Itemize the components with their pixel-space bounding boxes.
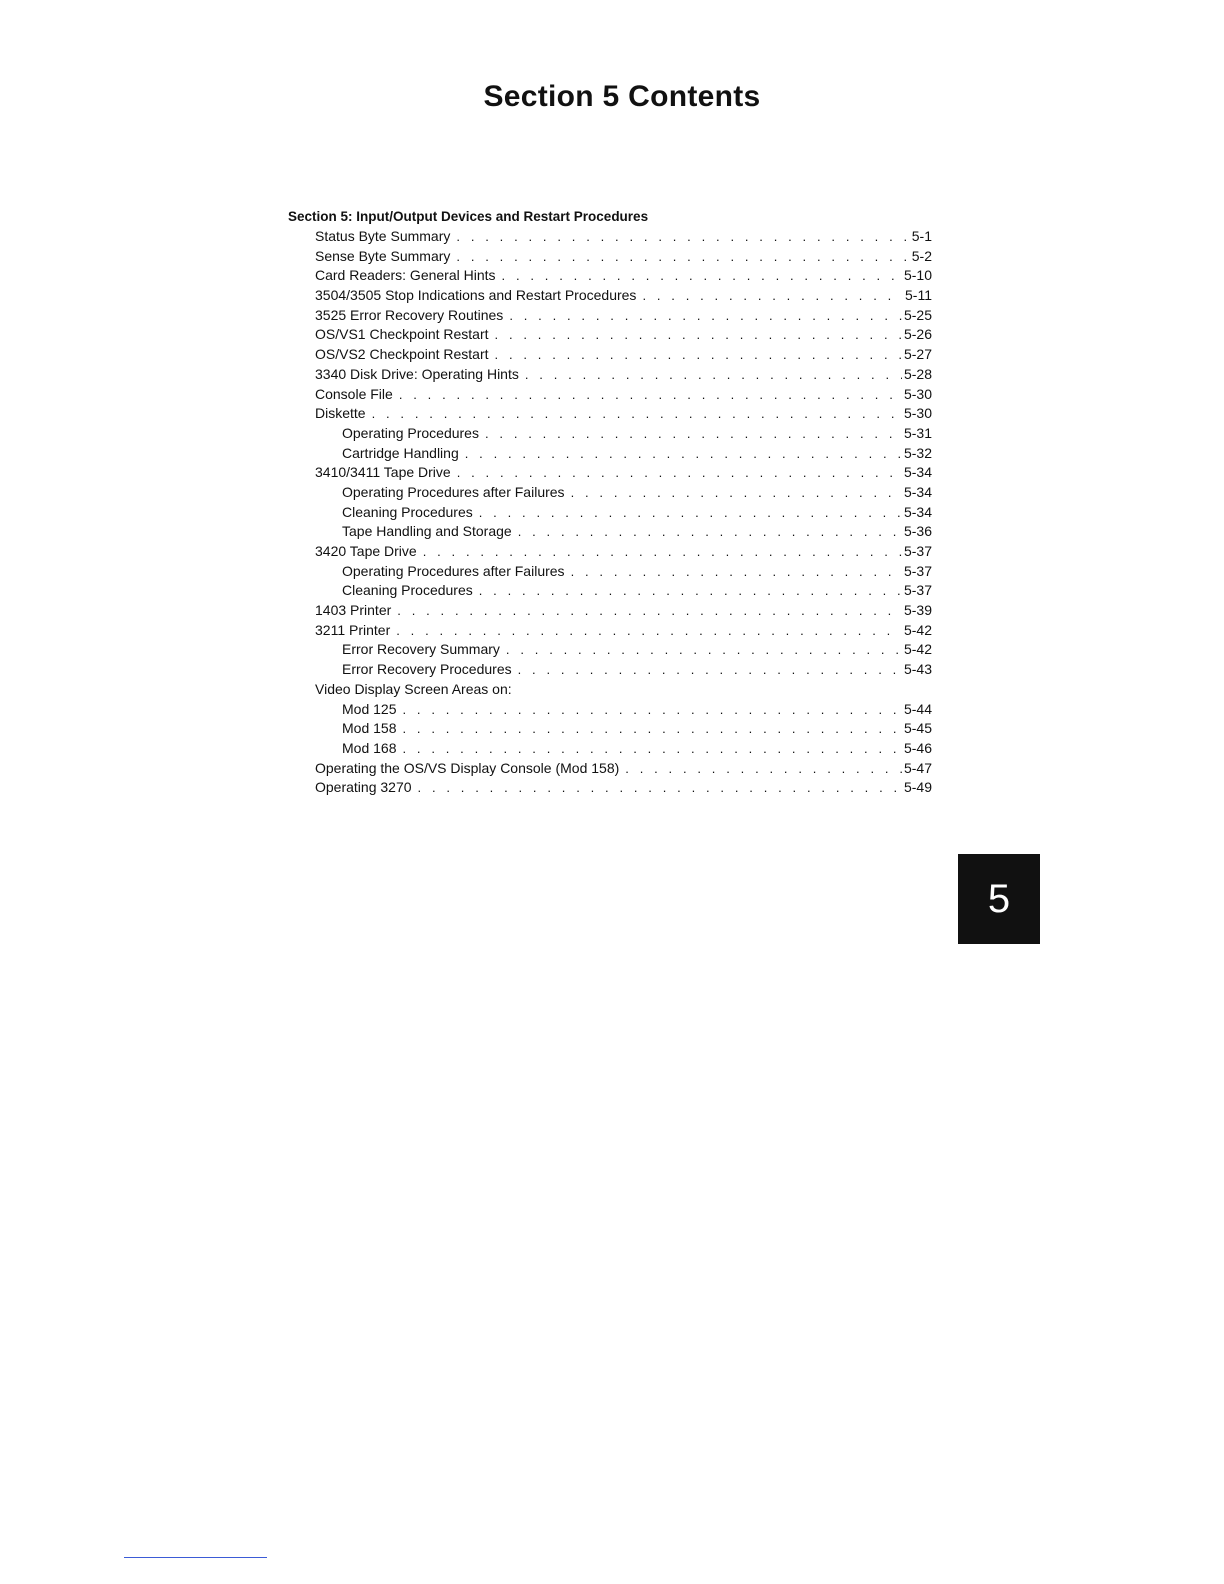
toc-entry-leader-dots — [418, 778, 902, 798]
toc-entry-page-number: 5-1 — [911, 228, 932, 244]
toc-entry-label: Video Display Screen Areas on: — [315, 680, 512, 697]
toc-entry-label: 3340 Disk Drive: Operating Hints — [315, 365, 519, 382]
toc-entry-page-number: 5-39 — [903, 602, 932, 619]
toc-entry[interactable] — [288, 562, 932, 582]
toc-entry[interactable] — [288, 306, 932, 326]
toc-entry-page-number: 5-45 — [903, 720, 932, 737]
toc-entry-leader-dots — [495, 325, 902, 345]
toc-entry-label: 1403 Printer — [315, 602, 392, 619]
toc-entry[interactable] — [288, 640, 932, 660]
toc-entry-label: Operating Procedures after Failures — [342, 483, 565, 500]
toc-entry[interactable] — [288, 266, 932, 286]
toc-entry-page-number: 5-11 — [905, 287, 932, 304]
toc-entry-page-number: 5-42 — [903, 621, 932, 638]
toc-entry-page-number: 5-34 — [903, 503, 932, 520]
toc-entry-label: OS/VS1 Checkpoint Restart — [315, 326, 489, 343]
toc-entry-label: OS/VS2 Checkpoint Restart — [315, 346, 489, 363]
toc-entry-leader-dots — [642, 286, 903, 306]
toc-entry-label: Status Byte Summary — [315, 228, 451, 244]
toc-entry[interactable] — [288, 404, 932, 424]
toc-entry-label: 3525 Error Recovery Routines — [315, 306, 504, 323]
toc-entry[interactable] — [288, 227, 932, 247]
toc-entry-page-number: 5-31 — [903, 424, 932, 441]
toc-entry-label: Error Recovery Summary — [342, 641, 500, 658]
toc-entry-page-number: 5-2 — [911, 247, 932, 264]
toc-entry-page-number: 5-47 — [903, 759, 932, 776]
toc-entry[interactable] — [288, 739, 932, 759]
page-title: Section 5 Contents — [483, 80, 761, 113]
toc-entry-page-number: 5-37 — [903, 543, 932, 559]
toc-entry-label: Operating Procedures after Failures — [342, 562, 565, 579]
toc-entry-leader-dots — [485, 424, 902, 444]
toc-entry-page-number: 5-36 — [903, 523, 932, 540]
toc-entry[interactable] — [288, 463, 932, 483]
toc-entry-page-number: 5-26 — [903, 326, 932, 343]
toc-entry-page-number: 5-43 — [903, 661, 932, 678]
toc-entry-leader-dots — [457, 463, 902, 483]
toc-entry-leader-dots — [625, 759, 902, 779]
toc-entry[interactable] — [288, 345, 932, 365]
toc-entry-leader-dots — [502, 266, 902, 286]
footer-rule — [124, 1557, 267, 1558]
toc-entry[interactable] — [288, 444, 932, 464]
toc-entry-leader-dots — [399, 385, 902, 405]
toc-entry-label: Mod 158 — [342, 720, 397, 737]
section-tab-number: 5 — [987, 877, 1011, 921]
toc-entry-leader-dots — [402, 719, 901, 739]
toc-entry-label: 3410/3411 Tape Drive — [315, 464, 451, 481]
toc-entry-leader-dots — [456, 227, 909, 247]
toc-section-heading: Section 5: Input/Output Devices and Restart Procedures — [288, 209, 649, 224]
toc-entry[interactable] — [288, 385, 932, 405]
toc-entry-leader-dots — [495, 345, 902, 365]
toc-entry-page-number: 5-34 — [903, 464, 932, 481]
toc-entry-page-number: 5-30 — [903, 385, 932, 402]
toc-entry[interactable] — [288, 778, 932, 798]
toc-entry-label: Tape Handling and Storage — [342, 523, 512, 540]
toc-entry-leader-dots — [423, 542, 902, 562]
toc-entry-leader-dots — [479, 503, 902, 523]
toc-entry[interactable] — [288, 503, 932, 523]
toc-entry-page-number: 5-34 — [903, 483, 932, 500]
toc-entry-leader-dots — [518, 660, 902, 680]
toc-entry-label: Cleaning Procedures — [342, 582, 473, 599]
toc-entry-leader-dots — [571, 562, 902, 582]
toc-entry-leader-dots — [372, 404, 902, 424]
toc-entry-label: Card Readers: General Hints — [315, 267, 496, 284]
toc-entry[interactable] — [288, 759, 932, 779]
toc-entry-page-number: 5-37 — [903, 582, 932, 599]
toc-entry-label: Sense Byte Summary — [315, 247, 451, 264]
toc-entry[interactable] — [288, 581, 932, 601]
toc-entry[interactable] — [288, 542, 932, 562]
toc-entry-page-number: 5-30 — [903, 405, 932, 422]
toc-entry-page-number: 5-44 — [903, 700, 932, 717]
toc-entry-leader-dots — [509, 306, 902, 326]
toc-entry-label: 3504/3505 Stop Indications and Restart Procedures — [315, 287, 637, 304]
toc-entry-page-number: 5-27 — [903, 346, 932, 363]
toc-entry-label: Mod 125 — [342, 700, 397, 717]
toc-entry-label: 3211 Printer — [315, 621, 391, 638]
toc-entry-label: Operating the OS/VS Display Console (Mod 158) — [315, 759, 620, 776]
toc-entry[interactable] — [288, 286, 932, 306]
toc-entry[interactable] — [288, 424, 932, 444]
table-of-contents — [288, 207, 932, 798]
toc-entry-page-number: 5-49 — [903, 779, 932, 796]
toc-entry[interactable] — [288, 247, 932, 267]
toc-entry-leader-dots — [397, 601, 902, 621]
toc-entry-page-number: 5-42 — [903, 641, 932, 658]
toc-entry-leader-dots — [402, 739, 901, 759]
section-tab — [958, 854, 1040, 944]
toc-entry-page-number: 5-25 — [903, 306, 932, 323]
toc-entry-leader-dots — [396, 621, 902, 641]
toc-entry[interactable] — [288, 700, 932, 720]
toc-entry[interactable] — [288, 660, 932, 680]
toc-entries — [288, 227, 932, 798]
toc-entry-label: Operating Procedures — [342, 424, 479, 441]
toc-entry-leader-dots — [506, 640, 902, 660]
toc-entry-page-number: 5-46 — [903, 739, 932, 756]
toc-entry-page-number: 5-32 — [903, 444, 932, 461]
toc-entry-leader-dots — [479, 581, 902, 601]
toc-entry[interactable] — [288, 719, 932, 739]
toc-entry-leader-dots — [571, 483, 902, 503]
toc-entry[interactable] — [288, 325, 932, 345]
toc-entry[interactable] — [288, 522, 932, 542]
toc-entry-leader-dots — [525, 365, 902, 385]
toc-entry-label: 3420 Tape Drive — [315, 543, 417, 559]
toc-entry-label: Console File — [315, 385, 393, 402]
toc-entry-label: Diskette — [315, 405, 366, 422]
toc-entry-leader-dots — [465, 444, 902, 464]
toc-entry[interactable] — [288, 483, 932, 503]
toc-entry-label: Mod 168 — [342, 739, 397, 756]
toc-entry-page-number: 5-37 — [903, 562, 932, 579]
toc-entry-label: Cleaning Procedures — [342, 503, 473, 520]
toc-entry-page-number: 5-10 — [903, 267, 932, 284]
toc-entry-label: Operating 3270 — [315, 779, 412, 796]
toc-entry[interactable] — [288, 621, 932, 641]
toc-entry[interactable] — [288, 680, 932, 700]
toc-entry-label: Error Recovery Procedures — [342, 661, 512, 678]
toc-entry-label: Cartridge Handling — [342, 444, 459, 461]
toc-entry-leader-dots — [402, 700, 901, 720]
toc-entry-leader-dots — [518, 522, 902, 542]
toc-entry[interactable] — [288, 601, 932, 621]
toc-entry[interactable] — [288, 365, 932, 385]
toc-entry-page-number: 5-28 — [903, 365, 932, 382]
toc-entry-leader-dots — [456, 247, 909, 267]
